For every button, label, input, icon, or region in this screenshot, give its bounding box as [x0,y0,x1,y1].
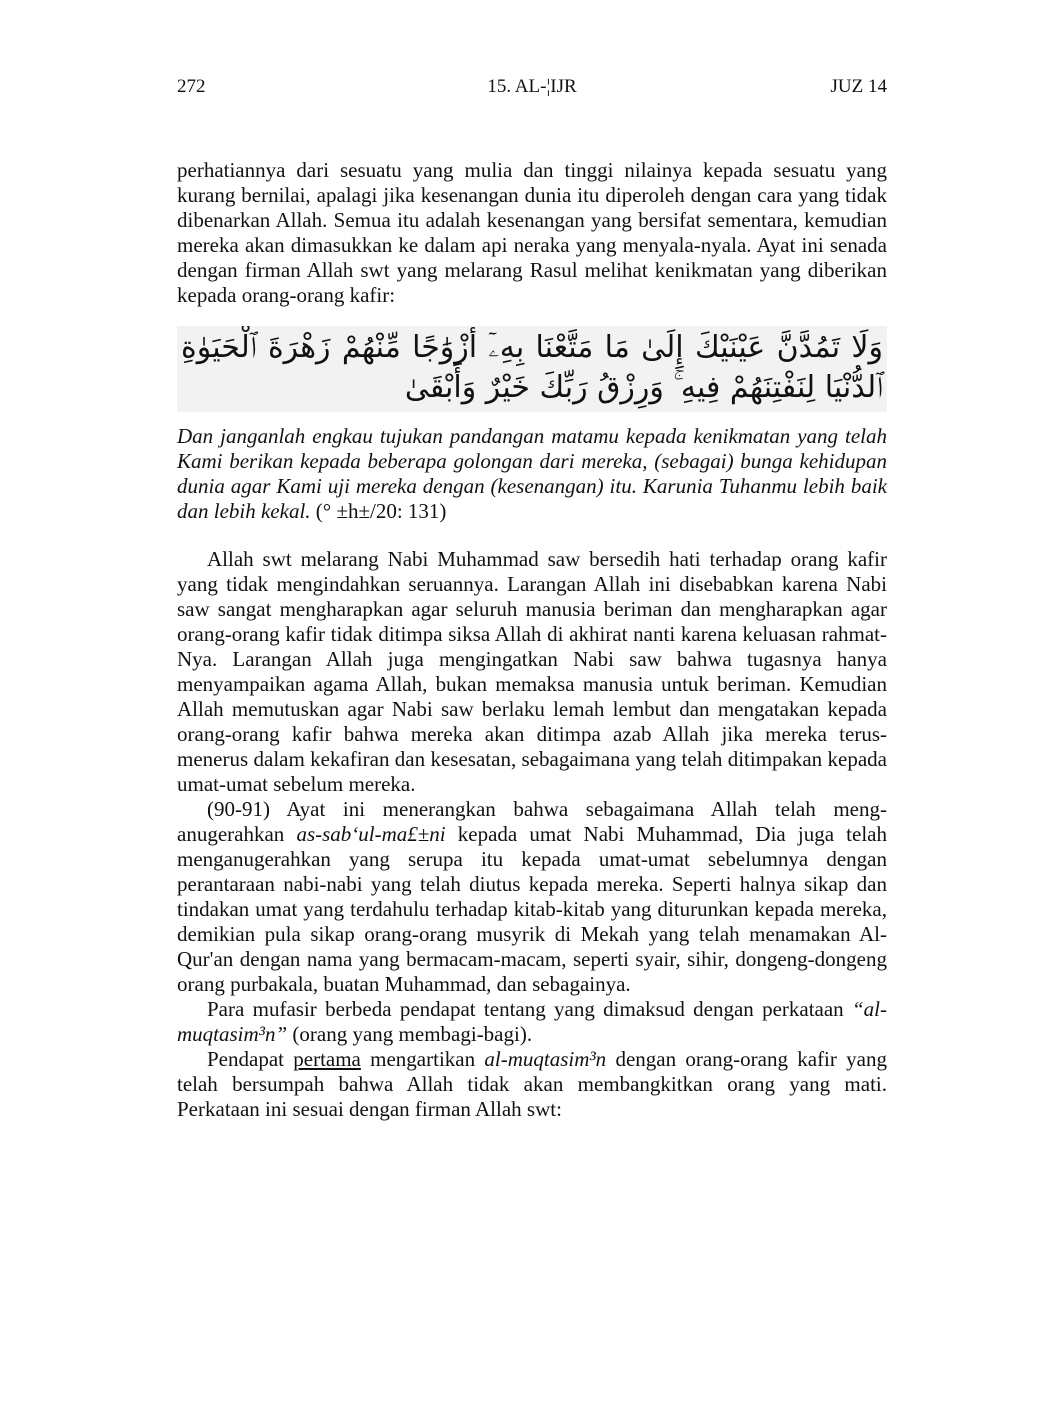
paragraph-4-before: Para mufasir berbeda pendapat tentang yang dimaksud dengan perkataan [207,997,852,1021]
chapter-title: 15. AL-¦IJR [487,76,577,97]
paragraph-3 [177,797,887,997]
verse-translation [177,424,887,524]
juz-label: JUZ 14 [830,76,887,97]
paragraph-5-middle: mengartikan [360,1047,485,1071]
paragraph-5-after: dengan orang-orang kafir yang telah bersumpah bahwa Allah tidak akan membangkitkan orang yang mati. Perkataan ini sesuai dengan firman Allah swt: [177,1047,887,1121]
paragraph-5 [177,1047,887,1122]
paragraph-4-after: (orang yang membagi-bagi). [287,1022,533,1046]
page-header [177,76,887,102]
paragraph-3-before: (90-91) Ayat ini menerangkan bahwa sebagaimana Allah telah meng-anugerahkan [177,797,887,846]
term-al-muqtasimin-2: al-muqtasim³n [484,1047,607,1071]
paragraph-2: Allah swt melarang Nabi Muhammad saw bersedih hati terhadap orang kafir yang tidak mengindahkan seruannya. Larangan Allah ini disebabkan karena Nabi saw sangat mengharapkan agar seluruh manusia beriman dan mengharapkan agar orang-orang kafir tidak ditimpa siksa Allah di akhirat nanti karena keluasan rahmat-Nya. Larangan Allah juga mengingatkan Nabi saw bahwa tugasnya hanya menyampaikan agama Allah, bukan memaksa manusia untuk beriman. Kemudian Allah memutuskan agar Nabi saw berlaku lemah lembut dan mengatakan kepada orang-orang kafir bahwa mereka akan ditimpa azab Allah jika mereka terus-menerus dalam kekafiran dan kesesatan, sebagaimana yang telah ditimpakan kepada umat-umat sebelum mereka. [177,547,887,796]
paragraph-1: perhatiannya dari sesuatu yang mulia dan tinggi nilainya kepada sesuatu yang kurang bernilai, apalagi jika kesenangan dunia itu diperoleh dengan cara yang tidak dibenarkan Allah. Semua itu adalah kesenangan yang bersifat sementara, kemudian mereka akan dimasukkan ke dalam api neraka yang menyala-nyala. Ayat ini senada dengan firman Allah swt yang melarang Rasul melihat kenikmatan yang diberikan kepada orang-orang kafir: [177,158,887,307]
term-as-sabul-matsani: as-sab‘ul-ma£±ni [296,822,446,846]
paragraph-5-before: Pendapat [207,1047,294,1071]
translation-text: Dan janganlah engkau tujukan pandangan matamu kepada kenikmatan yang telah Kami berikan kepada beberapa golongan dari mereka, (sebagai) bunga kehidupan dunia agar Kami uji mereka dengan (kesenangan) itu. Karunia Tuhanmu lebih baik dan lebih kekal. [177,424,887,523]
spacer [177,524,887,547]
underlined-word: pertama [293,1047,361,1071]
page-body [177,158,887,1122]
verse-reference: (° ±h±/20: 131) [315,499,447,523]
arabic-verse: وَلَا تَمُدَّنَّ عَيْنَيْكَ إِلَىٰ مَا مَتَّعْنَا بِهِۦٓ أَزْوَٰجًا مِّنْهُمْ زَهْرَةَ ٱلْحَيَوٰةِ ٱلدُّنْيَا لِنَفْتِنَهُمْ فِيهِ ۚ وَرِزْقُ رَبِّكَ خَيْرٌ وَأَبْقَىٰ [177,326,887,412]
term-al-muqtasimin: “al-muqtasim³n” [177,997,887,1046]
page-number: 272 [177,76,206,97]
paragraph-4 [177,997,887,1047]
paragraph-3-after: kepada umat Nabi Muhammad, Dia juga telah menganugerahkan yang serupa itu kepada umat-umat sebelumnya dengan perantaraan nabi-nabi yang telah diutus kepada mereka. Seperti halnya sikap dan tindakan umat yang terdahulu terhadap kitab-kitab yang diturunkan kepada mereka, demikian pula sikap orang-orang musyrik di Mekah yang telah menamakan Al-Qur'an dengan nama yang bermacam-macam, seperti syair, sihir, dongeng-dongeng orang purbakala, buatan Muhammad, dan sebagainya. [177,822,887,996]
